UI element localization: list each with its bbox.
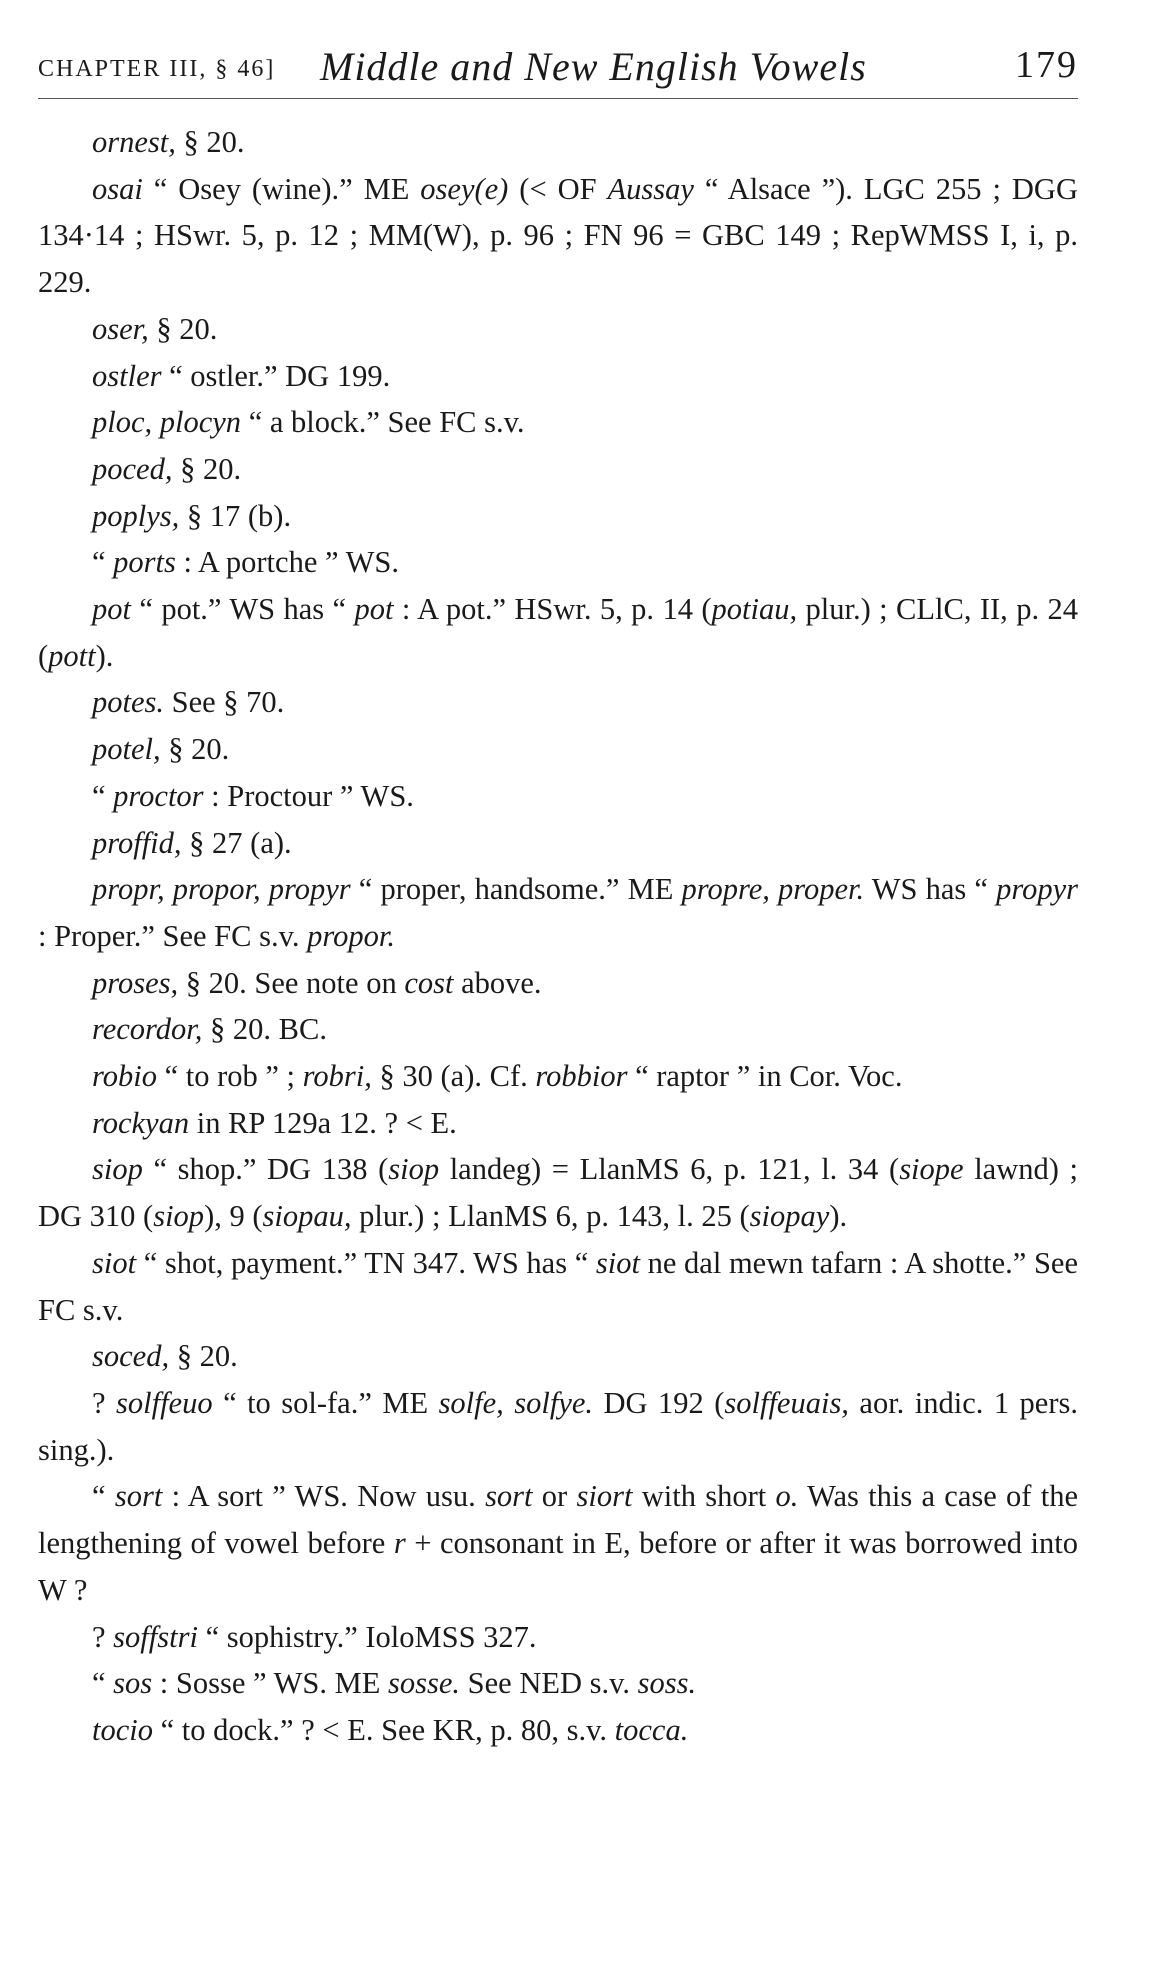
glossary-entry: [38, 1100, 1078, 1147]
headword-italic: rockyan: [92, 1105, 190, 1140]
headword-italic: sort: [485, 1479, 533, 1514]
entry-text: ).: [829, 1199, 848, 1234]
entry-text: Was this a case of the lengthening of vowel before: [38, 1479, 1078, 1561]
entry-text: “ ostler.” DG 199.: [161, 358, 391, 393]
entry-text: § 20.: [175, 125, 245, 159]
chapter-reference: CHAPTER III, § 46]: [38, 56, 276, 82]
entry-text: : Proctour ” WS.: [203, 778, 414, 813]
entry-text: “: [92, 1479, 115, 1514]
entry-text: + consonant in E, before or after it was borrowed into W ?: [38, 1526, 1078, 1607]
entry-text: “ proper, handsome.” ME: [350, 872, 682, 907]
headword-italic: siot: [595, 1245, 640, 1280]
glossary-entry: [38, 1707, 1078, 1754]
glossary-entry: [38, 1380, 1078, 1473]
glossary-entry: [38, 679, 1078, 726]
glossary-entry: [38, 820, 1078, 867]
headword-italic: soced,: [92, 1339, 170, 1374]
entry-text: “ pot.” WS has “: [130, 592, 355, 627]
headword-italic: pott: [48, 638, 96, 673]
headword-italic: ploc, plocyn: [92, 405, 242, 440]
entry-text: ?: [92, 1385, 117, 1420]
entry-text: § 20.: [160, 732, 230, 767]
glossary-entry: [38, 1240, 1078, 1333]
headword-italic: propr, propor, propyr: [92, 872, 351, 907]
entry-text: § 20.: [148, 311, 218, 346]
headword-italic: cost: [404, 965, 454, 1000]
headword-italic: soffstri: [113, 1619, 198, 1654]
entry-text: in RP 129a 12. ? < E.: [189, 1105, 457, 1140]
entry-text: ).: [95, 638, 114, 673]
glossary-entry: [38, 1333, 1078, 1380]
headword-italic: osey(e): [420, 171, 509, 206]
headword-italic: solffeuo: [116, 1385, 213, 1420]
entry-text: DG 192 (: [593, 1385, 725, 1420]
entry-text: above.: [453, 965, 542, 1000]
headword-italic: sort: [114, 1479, 163, 1514]
running-title: Middle and New English Vowels: [320, 44, 867, 89]
headword-italic: sos: [113, 1666, 153, 1701]
entry-text: “ raptor ” in Cor. Voc.: [627, 1059, 903, 1094]
headword-italic: siop: [153, 1199, 205, 1234]
headword-italic: robbior: [535, 1059, 628, 1094]
glossary-entry: [38, 726, 1078, 773]
glossary-entry: [38, 586, 1078, 679]
entry-text: See NED s.v.: [460, 1666, 638, 1701]
entry-text: See § 70.: [164, 685, 285, 720]
headword-italic: tocio: [92, 1712, 153, 1747]
entry-text: landeg) = LlanMS 6, p. 121, l. 34 (: [439, 1152, 900, 1187]
headword-italic: siope: [899, 1152, 964, 1187]
entry-text: : A pot.” HSwr. 5, p. 14 (: [393, 592, 712, 627]
headword-italic: Aussay: [607, 171, 694, 206]
entry-text: “ sophistry.” IoloMSS 327.: [197, 1619, 537, 1654]
headword-italic: robio: [92, 1059, 157, 1094]
headword-italic: sosse.: [388, 1666, 461, 1701]
glossary-entry: [38, 353, 1078, 400]
headword-italic: o.: [775, 1479, 799, 1514]
page-number: 179: [1015, 44, 1078, 86]
headword-italic: propyr: [996, 872, 1078, 907]
glossary-entry: [38, 539, 1078, 586]
entry-text: : Proper.” See FC s.v.: [38, 918, 308, 953]
entry-text: plur.) ; LlanMS 6, p. 143, l. 25 (: [351, 1199, 750, 1234]
entry-text: § 20.: [169, 1339, 238, 1374]
headword-italic: siop: [92, 1152, 143, 1187]
glossary-entry: [38, 1053, 1078, 1100]
glossary-entry: [38, 399, 1078, 446]
headword-italic: recordor,: [92, 1012, 203, 1047]
entry-text: WS has “: [864, 872, 997, 907]
headword-italic: oser,: [92, 311, 149, 346]
entry-text: “ to dock.” ? < E. See KR, p. 80, s.v.: [153, 1712, 615, 1747]
glossary-entry: [38, 166, 1078, 306]
glossary-entry: [38, 493, 1078, 540]
headword-italic: robri,: [302, 1059, 372, 1094]
entry-text: with short: [632, 1479, 776, 1514]
entry-text: “ Alsace ”). LGC 255 ; DGG 134·14 ; HSwr. 5, p. 12 ; MM(W), p. 96 ; FN 96 = GBC 149 ; RepWMSS I, i, p. 229.: [38, 171, 1078, 300]
entry-text: : A portche ” WS.: [175, 545, 399, 580]
headword-italic: siopau,: [262, 1199, 352, 1234]
entry-text: “: [92, 545, 114, 580]
headword-italic: siort: [576, 1479, 633, 1514]
entry-text: “ to rob ” ;: [156, 1059, 303, 1094]
headword-italic: solfe, solfye.: [438, 1385, 594, 1420]
book-page: [38, 38, 1078, 1754]
entry-text: (< OF: [508, 171, 608, 206]
glossary-entry: [38, 1006, 1078, 1053]
headword-italic: potel,: [92, 732, 161, 767]
headword-italic: siopay: [749, 1199, 830, 1234]
glossary-entry: [38, 306, 1078, 353]
headword-italic: ports: [113, 545, 176, 580]
glossary-entry: [38, 1473, 1078, 1613]
entry-text: “ Osey (wine).” ME: [142, 171, 421, 206]
headword-italic: pot: [92, 592, 131, 627]
headword-italic: poced,: [92, 451, 173, 486]
headword-italic: siot: [92, 1245, 137, 1280]
entry-text: or: [532, 1479, 577, 1514]
headword-italic: poplys,: [92, 498, 180, 533]
entry-text: § 20. See note on: [178, 965, 405, 1000]
entry-text: : A sort ” WS. Now usu.: [162, 1479, 486, 1514]
entry-text: “ a block.” See FC s.v.: [241, 405, 525, 440]
headword-italic: osai: [92, 171, 143, 206]
glossary-entry: [38, 1146, 1078, 1239]
headword-italic: r: [393, 1526, 406, 1561]
glossary-entry: [38, 446, 1078, 493]
glossary-entry: [38, 866, 1078, 959]
entry-text: § 20.: [172, 451, 242, 486]
headword-italic: solffeuais,: [724, 1385, 849, 1420]
running-header: [38, 38, 1078, 99]
headword-italic: propor.: [307, 918, 395, 953]
glossary-entry: [38, 960, 1078, 1007]
glossary-body: [38, 119, 1078, 1754]
entry-text: aor. indic. 1 pers. sing.).: [38, 1385, 1078, 1467]
headword-italic: soss.: [637, 1666, 697, 1701]
glossary-entry: [38, 1660, 1078, 1707]
entry-text: plur.) ; CLlC, II, p. 24 (: [38, 592, 1079, 673]
entry-text: ), 9 (: [204, 1199, 263, 1234]
headword-italic: pot: [354, 592, 394, 627]
glossary-entry: [38, 119, 1078, 166]
headword-italic: potes.: [92, 685, 165, 720]
entry-text: “: [92, 1666, 114, 1701]
entry-text: “ shop.” DG 138 (: [142, 1152, 389, 1187]
headword-italic: proffid,: [92, 825, 182, 860]
entry-text: § 20. BC.: [202, 1012, 327, 1047]
headword-italic: potiau,: [711, 592, 798, 627]
entry-text: lawnd) ; DG 310 (: [38, 1152, 1078, 1234]
entry-text: § 17 (b).: [179, 498, 292, 533]
glossary-entry: [38, 773, 1078, 820]
headword-italic: ornest,: [92, 125, 176, 159]
headword-italic: proctor: [113, 778, 204, 813]
entry-text: ?: [92, 1619, 114, 1654]
glossary-entry: [38, 1614, 1078, 1661]
entry-text: “ to sol-fa.” ME: [212, 1385, 439, 1420]
entry-text: § 27 (a).: [181, 825, 292, 860]
entry-text: ne dal mewn tafarn : A shotte.” See FC s.v.: [38, 1245, 1078, 1327]
headword-italic: siop: [388, 1152, 440, 1187]
headword-italic: proses,: [92, 965, 179, 1000]
headword-italic: ostler: [92, 358, 162, 393]
entry-text: : Sosse ” WS. ME: [152, 1666, 388, 1701]
headword-italic: tocca.: [614, 1712, 689, 1747]
entry-text: § 30 (a). Cf.: [371, 1059, 536, 1094]
entry-text: “: [92, 778, 114, 813]
headword-italic: propre, proper.: [681, 872, 865, 907]
entry-text: “ shot, payment.” TN 347. WS has “: [136, 1245, 596, 1280]
